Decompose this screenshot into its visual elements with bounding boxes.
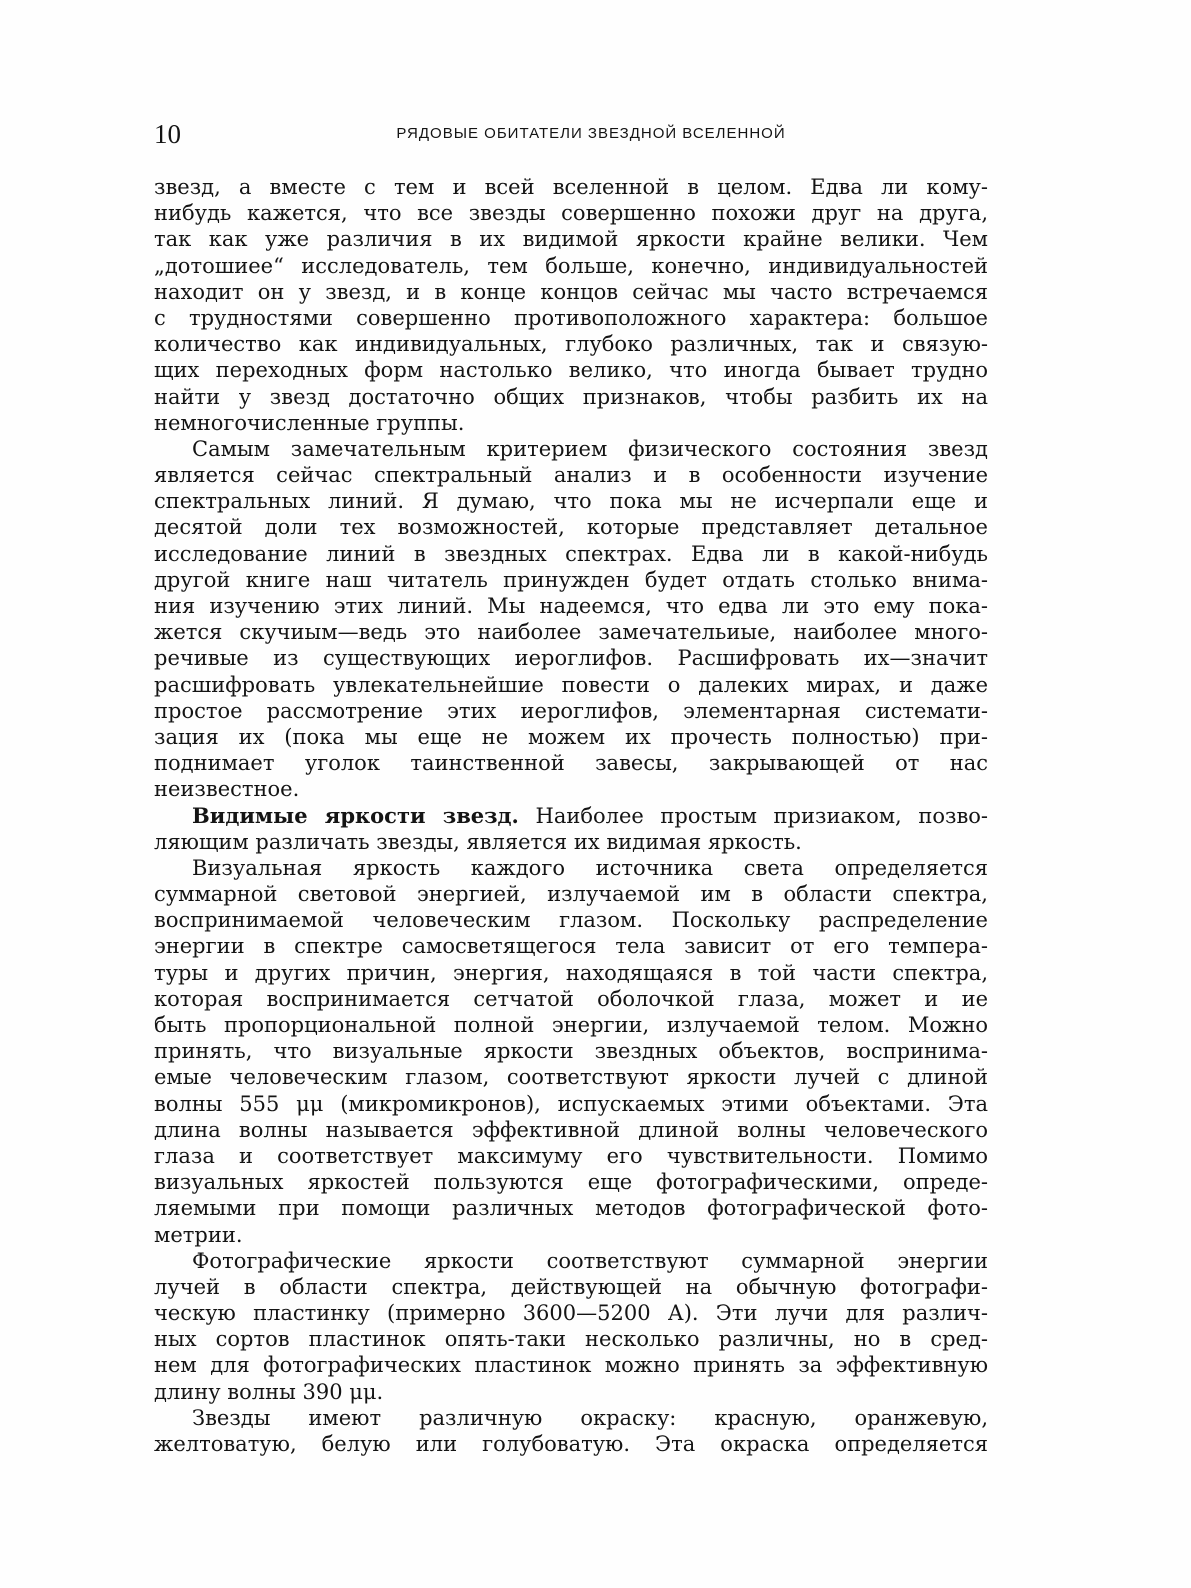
text-line: другой книге наш читатель принужден будет отдать столько внима- [154,567,988,592]
text-line: „дотошиее“ исследователь, тем больше, конечно, индивидуальностей [154,253,988,278]
body-text [154,174,988,1457]
text-line: Звезды имеют различную окраску: красную, оранжевую, [192,1405,988,1430]
text-line: найти у звезд достаточно общих признаков, чтобы разбить их на [154,384,988,409]
text-line: находит он у звезд, и в конце концов сейчас мы часто встречаемся [154,279,988,304]
text-line: ния изучению этих линий. Мы надеемся, что едва ли это ему пока- [154,594,988,618]
text-line: Фотографические яркости соответствуют суммарной энергии [192,1248,988,1273]
page-header [154,119,988,149]
page-number: 10 [154,119,181,149]
text-line: неизвестное. [154,777,300,802]
text-line: нибудь кажется, что все звезды совершенно похожи друг на друга, [154,201,988,226]
text-line: ческую пластинку (примерно 3600—5200 А). Эти лучи для различ- [154,1301,988,1326]
text-line: быть пропорциональной полной энергии, излучаемой телом. Можно [154,1013,988,1037]
text-line: Визуальная яркость каждого источника света определяется [192,855,988,880]
text-line: расшифровать увлекательнейшие повести о далеких мирах, и даже [154,672,988,697]
text-line: принять, что визуальные яркости звездных объектов, воспринима- [154,1039,988,1064]
text-run: Наиболее простым призиаком, позво- [535,803,988,828]
text-line: емые человеческим глазом, соответствуют яркости лучей с длиной [154,1065,988,1090]
text-line: Самым замечательным критерием физического состояния звезд [192,436,988,461]
text-line: ляющим различать звезды, является их видимая яркость. [154,829,802,854]
text-line: зация их (пока мы еще не можем их прочесть полностью) при- [154,724,988,749]
text-line: с трудностями совершенно противоположного характера: большое [154,305,988,330]
text-line: жется скучиым—ведь это наиболее замечательиые, наиболее много- [154,620,988,645]
text-line: которая воспринимается сетчатой оболочкой глаза, может и ие [154,986,988,1011]
text-line: желтоватую, белую или голубоватую. Эта окраска определяется [154,1432,988,1456]
text-line: немногочисленные группы. [154,410,465,435]
text-line: длину волны 390 μμ. [154,1379,384,1404]
running-head: РЯДОВЫЕ ОБИТАТЕЛИ ЗВЕЗДНОЙ ВСЕЛЕННОЙ [396,125,786,142]
text-line: туры и других причин, энергия, находящаяся в той части спектра, [154,960,988,985]
text-line: десятой доли тех возможностей, которые представляет детальное [154,515,988,540]
text-line: простое рассмотрение этих иероглифов, элементарная системати- [154,698,988,723]
text-line: нем для фотографических пластинок можно принять за эффективную [154,1353,988,1378]
text-line: речивые из существующих иероглифов. Расшифровать их—значит [154,646,988,671]
text-line: метрии. [154,1222,243,1247]
text-line: так как уже различия в их видимой яркости крайне велики. Чем [154,227,988,252]
text-line: щих переходных форм настолько велико, что иногда бывает трудно [154,358,988,383]
text-line: воспринимаемой человеческим глазом. Поскольку распределение [154,908,988,933]
text-line: ных сортов пластинок опять-таки несколько различны, но в сред- [154,1327,988,1352]
text-line: суммарной световой энергией, излучаемой им в области спектра, [154,882,988,907]
section-heading: Видимые яркости звезд. [192,802,519,828]
text-line: спектральных линий. Я думаю, что пока мы не исчерпали еще и [154,489,988,514]
text-line: поднимает уголок таинственной завесы, закрывающей от нас [154,751,988,776]
text-line: глаза и соответствует максимуму его чувствительности. Помимо [154,1143,988,1168]
text-line: энергии в спектре самосветящегося тела зависит от его темпера- [154,934,988,959]
section-first-line [154,803,988,829]
text-line: визуальных яркостей пользуются еще фотографическими, опреде- [154,1170,988,1195]
text-line: количество как индивидуальных, глубоко различных, так и связую- [154,332,988,357]
text-line: является сейчас спектральный анализ и в особенности изучение [154,463,988,488]
text-line: лучей в области спектра, действующей на обычную фотографи- [154,1274,988,1299]
text-line: исследование линий в звездных спектрах. Едва ли в какой-нибудь [154,541,988,566]
text-line: звезд, а вместе с тем и всей вселенной в целом. Едва ли кому- [154,175,988,199]
text-line: ляемыми при помощи различных методов фотографической фото- [154,1196,988,1221]
text-line: длина волны называется эффективной длиной волны человеческого [154,1117,988,1142]
text-line: волны 555 μμ (микромикронов), испускаемых этими объектами. Эта [154,1091,988,1116]
